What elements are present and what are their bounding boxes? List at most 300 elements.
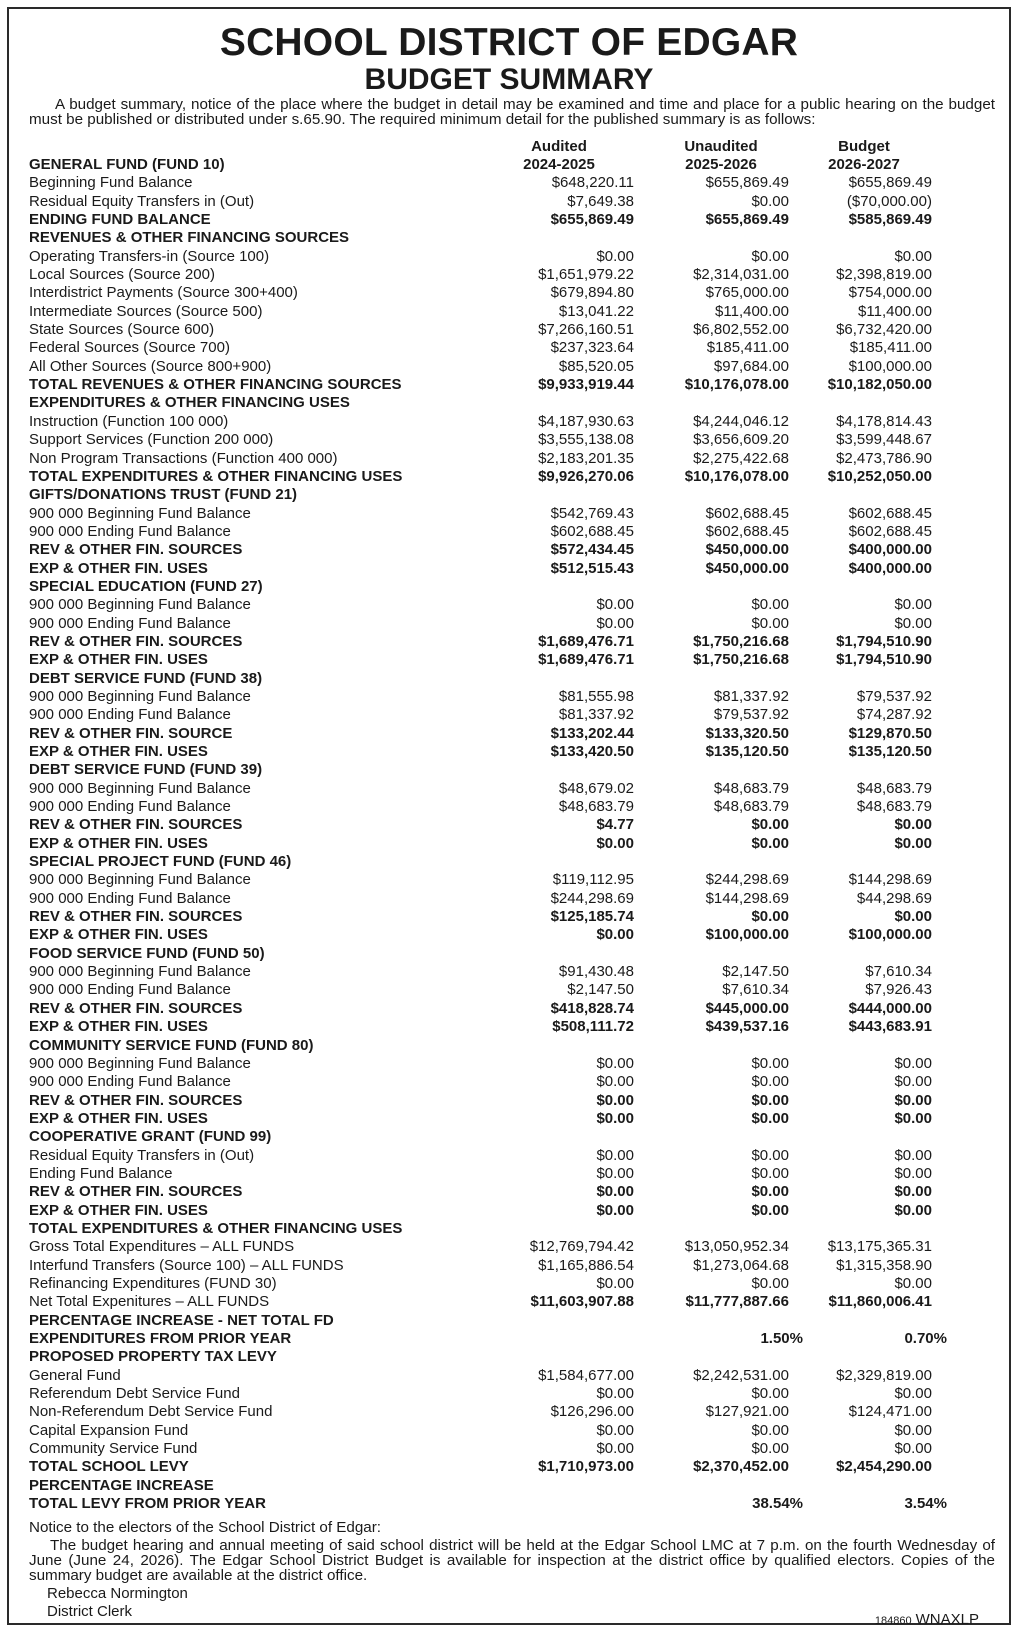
table-row [29,413,995,431]
row-label: Referendum Debt Service Fund [29,1385,240,1403]
row-label: All Other Sources (Source 800+900) [29,357,272,375]
row-value-col3: $44,298.69 [856,889,932,907]
row-value-col3: $124,471.00 [848,1403,932,1421]
row-value-col2: $11,777,887.66 [685,1293,789,1311]
row-value-col2: $1,750,216.68 [693,651,789,669]
row-value-col2: $0.00 [751,247,789,265]
row-value-col2: $48,683.79 [713,798,789,816]
row-value-col1: $237,323.64 [550,339,634,357]
section-heading-row [29,1477,995,1495]
row-label: Federal Sources (Source 700) [29,339,230,357]
row-value-col3: $74,287.92 [856,706,932,724]
row-value-col1: $4.77 [596,816,634,834]
row-value-col1: $0.00 [596,1091,634,1109]
section-heading-row [29,945,995,963]
row-value-col1: $0.00 [596,247,634,265]
row-value-col1: $655,869.49 [550,211,634,229]
row-value-col3: $0.00 [894,1109,932,1127]
section-heading-row [29,486,995,504]
row-value-col3: $1,794,510.90 [836,632,932,650]
row-label: 900 000 Ending Fund Balance [29,706,231,724]
row-value-col2: $445,000.00 [705,999,789,1017]
row-value-col2: $0.00 [751,1109,789,1127]
row-value-col1: $91,430.48 [558,963,634,981]
table-row [29,248,995,266]
row-value-col1: $9,933,919.44 [538,376,634,394]
row-value-col1: $1,710,973.00 [538,1458,634,1476]
row-value-col1: $648,220.11 [551,174,634,192]
row-label: 900 000 Beginning Fund Balance [29,596,251,614]
row-value-col1: $7,266,160.51 [538,321,634,339]
table-row [29,1385,995,1403]
row-value-col2: $0.00 [751,1073,789,1091]
table-row [29,890,995,908]
row-value-col3: $0.00 [894,908,932,926]
table-row [29,1018,995,1036]
section-heading-row [29,394,995,412]
table-row [29,193,995,211]
section-heading-row [29,1312,995,1330]
row-label: 900 000 Beginning Fund Balance [29,963,251,981]
row-value-col2: $0.00 [751,1146,789,1164]
column-header-budget: Budget 2026-2027 [828,138,900,173]
row-value-col3: $0.00 [894,1421,932,1439]
row-value-col3: $0.00 [894,1091,932,1109]
row-value-col1: $2,147.50 [567,981,634,999]
row-value-col1: $85,520.05 [558,357,634,375]
row-value-col2: $79,537.92 [713,706,789,724]
row-value-col3: $4,178,814.43 [836,412,932,430]
clerk-title: District Clerk [47,1603,132,1620]
row-value-col2: $6,802,552.00 [693,321,789,339]
row-value-col3: $0.00 [894,1274,932,1292]
row-value-col1: $542,769.43 [550,504,634,522]
row-label: 900 000 Ending Fund Balance [29,889,231,907]
row-value-col3: $13,175,365.31 [827,1238,932,1256]
section-heading-row [29,1220,995,1238]
row-value-col1: $7,649.38 [567,192,634,210]
table-row [29,926,995,944]
row-value-col3: $655,869.49 [848,174,932,192]
row-label: Refinancing Expenditures (FUND 30) [29,1274,277,1292]
section-heading-row [29,1037,995,1055]
row-label: Non Program Transactions (Function 400 000) [29,449,338,467]
row-label: Local Sources (Source 200) [29,266,215,284]
table-row [29,541,995,559]
row-value-col2: $0.00 [751,908,789,926]
row-value-col2: $602,688.45 [705,504,789,522]
table-row [29,505,995,523]
row-label: EXPENDITURES FROM PRIOR YEAR [29,1330,292,1347]
row-label: PERCENTAGE INCREASE [29,1476,214,1494]
row-label: Gross Total Expenditures – ALL FUNDS [29,1238,295,1256]
row-value-col1: $0.00 [596,1421,634,1439]
row-value-col1: $512,515.43 [550,559,634,577]
row-label: Non-Referendum Debt Service Fund [29,1403,273,1421]
row-label: EXP & OTHER FIN. USES [29,1018,208,1036]
clerk-name: Rebecca Normington [47,1585,188,1602]
row-label: State Sources (Source 600) [29,321,215,339]
row-value-col2: $450,000.00 [705,559,789,577]
table-row [29,1330,995,1348]
row-value-col2: $765,000.00 [705,284,789,302]
table-row [29,1293,995,1311]
row-value-col3: $602,688.45 [848,522,932,540]
row-value-col2: $97,684.00 [713,357,789,375]
row-value-col1: $0.00 [596,1054,634,1072]
ad-number: 184860 [874,1615,912,1627]
page-subtitle: BUDGET SUMMARY [364,63,654,96]
table-row [29,376,995,394]
table-row [29,1183,995,1201]
row-value-col2: $2,370,452.00 [693,1458,789,1476]
table-row [29,1165,995,1183]
row-value-col3: $7,926.43 [865,981,932,999]
row-label: REV & OTHER FIN. SOURCES [29,541,243,559]
section-heading-row [29,853,995,871]
row-label: ENDING FUND BALANCE [29,211,211,229]
row-value-col2: $0.00 [751,614,789,632]
row-value-col1: $0.00 [596,834,634,852]
row-label: DEBT SERVICE FUND (FUND 38) [29,669,263,687]
table-row [29,725,995,743]
table-row [29,284,995,302]
table-row [29,431,995,449]
row-value-col3: $48,683.79 [856,779,932,797]
row-label: REV & OTHER FIN. SOURCES [29,1091,243,1109]
row-label: 900 000 Beginning Fund Balance [29,871,251,889]
table-row [29,780,995,798]
row-value-col1: $1,165,886.54 [538,1256,634,1274]
section-heading-row [29,1348,995,1366]
row-label: Instruction (Function 100 000) [29,412,229,430]
row-label: REV & OTHER FIN. SOURCES [29,908,243,926]
row-value-col2: $2,147.50 [722,963,789,981]
table-row [29,1403,995,1421]
row-value-col3: $3,599,448.67 [836,431,932,449]
row-value-col1: $0.00 [596,1385,634,1403]
row-value-col3: $100,000.00 [848,926,932,944]
row-value-col1: $48,683.79 [558,798,634,816]
row-value-col2: $0.00 [751,1274,789,1292]
row-label: TOTAL EXPENDITURES & OTHER FINANCING USES [29,1219,403,1237]
row-label: EXPENDITURES & OTHER FINANCING USES [29,394,350,412]
section-heading-row [29,156,995,174]
row-label: Ending Fund Balance [29,1164,173,1182]
row-value-col3: $1,794,510.90 [836,651,932,669]
table-row [29,266,995,284]
row-value-col1: $11,603,907.88 [530,1293,634,1311]
row-value-col2: $0.00 [751,1091,789,1109]
table-row [29,615,995,633]
row-label: Capital Expansion Fund [29,1421,189,1439]
row-value-col3: $0.00 [894,1201,932,1219]
row-value-col3: 0.70% [904,1330,947,1347]
row-value-col1: $133,202.44 [550,724,634,742]
notice-section [29,1520,995,1583]
row-value-col2: $4,244,046.12 [693,412,789,430]
row-value-col1: $0.00 [596,926,634,944]
intro-paragraph: A budget summary, notice of the place where the budget in detail may be examined and time and place for a public hearing on the budget must be published or distributed under s.65.90. The required minimum detail for the published summary is as follows: [29,96,995,128]
row-value-col2: $0.00 [751,1164,789,1182]
table-row [29,1000,995,1018]
table-row [29,1055,995,1073]
row-value-col1: $0.00 [596,596,634,614]
table-row [29,963,995,981]
row-value-col3: 3.54% [904,1495,947,1513]
row-value-col3: $79,537.92 [856,687,932,705]
row-label: EXP & OTHER FIN. USES [29,926,208,944]
row-value-col1: $0.00 [596,1440,634,1458]
row-value-col2: $655,869.49 [705,211,789,229]
row-label: TOTAL EXPENDITURES & OTHER FINANCING USES [29,467,403,485]
table-row [29,816,995,834]
table-row [29,211,995,229]
row-value-col3: $144,298.69 [848,871,932,889]
row-value-col3: $11,400.00 [858,302,932,320]
section-heading-row [29,229,995,247]
row-value-col3: $2,454,290.00 [836,1458,932,1476]
row-label: Community Service Fund [29,1440,198,1458]
row-value-col3: $0.00 [894,247,932,265]
table-row [29,1238,995,1256]
row-value-col1: $12,769,794.42 [529,1238,634,1256]
row-label: REV & OTHER FIN. SOURCES [29,632,243,650]
row-value-col3: $0.00 [894,834,932,852]
row-value-col2: $0.00 [751,1201,789,1219]
table-row [29,706,995,724]
row-label: 900 000 Ending Fund Balance [29,1073,231,1091]
row-value-col1: $0.00 [596,1201,634,1219]
row-value-col1: $0.00 [596,1073,634,1091]
row-value-col1: $119,112.95 [552,871,634,889]
row-value-col2: 38.54% [752,1495,803,1513]
table-row [29,1073,995,1091]
row-value-col3: $2,398,819.00 [836,266,932,284]
row-value-col1: $1,651,979.22 [538,266,634,284]
row-value-col2: $135,120.50 [705,743,789,760]
row-value-col2: $0.00 [751,192,789,210]
table-row [29,1147,995,1165]
table-row [29,871,995,889]
row-value-col1: $602,688.45 [550,522,634,540]
table-row [29,633,995,651]
row-value-col2: $11,400.00 [715,302,789,320]
row-label: EXP & OTHER FIN. USES [29,1109,208,1127]
row-label: Operating Transfers-in (Source 100) [29,247,270,265]
row-value-col1: $0.00 [596,1274,634,1292]
row-value-col1: $418,828.74 [550,999,634,1017]
row-label: PERCENTAGE INCREASE - NET TOTAL FD [29,1311,334,1329]
row-value-col2: $2,242,531.00 [693,1366,789,1384]
row-label: EXP & OTHER FIN. USES [29,1201,208,1219]
row-value-col2: $0.00 [751,1385,789,1403]
row-label: REVENUES & OTHER FINANCING SOURCES [29,229,350,247]
row-label: DEBT SERVICE FUND (FUND 39) [29,761,263,779]
row-value-col2: $0.00 [751,1440,789,1458]
row-value-col3: $0.00 [894,1073,932,1091]
row-value-col2: $450,000.00 [705,541,789,559]
row-value-col3: $48,683.79 [856,798,932,816]
table-row [29,1367,995,1385]
row-value-col1: $679,894.80 [550,284,634,302]
row-value-col1: $9,926,270.06 [538,467,634,485]
row-value-col3: $10,252,050.00 [827,467,932,485]
row-value-col2: $133,320.50 [705,724,789,742]
row-label: GIFTS/DONATIONS TRUST (FUND 21) [29,486,298,504]
row-value-col3: $0.00 [894,1440,932,1458]
row-value-col3: $585,869.49 [848,211,932,229]
table-row [29,174,995,192]
table-row [29,321,995,339]
row-value-col2: $144,298.69 [705,889,789,907]
row-label: TOTAL REVENUES & OTHER FINANCING SOURCES [29,376,402,394]
row-label: Beginning Fund Balance [29,174,193,192]
row-value-col3: $2,329,819.00 [836,1366,932,1384]
table-row [29,743,995,761]
table-row [29,450,995,468]
row-value-col3: $135,120.50 [848,743,932,760]
row-value-col3: $10,182,050.00 [827,376,932,394]
row-value-col1: $81,555.98 [558,687,634,705]
row-value-col1: $133,420.50 [550,743,634,760]
row-value-col1: $1,584,677.00 [538,1366,634,1384]
row-value-col2: $0.00 [751,1183,789,1201]
row-label: 900 000 Beginning Fund Balance [29,779,251,797]
table-row [29,303,995,321]
row-label: GENERAL FUND (FUND 10) [29,156,225,173]
section-heading-row [29,1128,995,1146]
row-value-col1: $81,337.92 [558,706,634,724]
row-value-col2: $0.00 [751,1054,789,1072]
row-value-col1: $13,041.22 [558,302,634,320]
table-row [29,1440,995,1458]
row-value-col1: $2,183,201.35 [538,449,634,467]
row-value-col1: $0.00 [596,1109,634,1127]
row-value-col2: $439,537.16 [705,1018,789,1036]
row-label: COMMUNITY SERVICE FUND (FUND 80) [29,1036,314,1054]
row-value-col3: $444,000.00 [848,999,932,1017]
row-value-col3: $7,610.34 [865,963,932,981]
table-row [29,908,995,926]
ad-code: WNAXLP [915,1611,979,1628]
row-value-col3: $0.00 [894,596,932,614]
budget-notice [7,7,1011,1628]
table-row [29,560,995,578]
row-label: REV & OTHER FIN. SOURCES [29,1183,243,1201]
row-label: Residual Equity Transfers in (Out) [29,192,255,210]
table-row [29,981,995,999]
table-row [29,1110,995,1128]
row-value-col3: $1,315,358.90 [836,1256,932,1274]
row-value-col2: $1,750,216.68 [693,632,789,650]
row-label: Intermediate Sources (Source 500) [29,302,263,320]
budget-table [29,156,995,1513]
row-label: Net Total Expenitures – ALL FUNDS [29,1293,270,1311]
row-value-col3: $0.00 [894,1164,932,1182]
row-label: PROPOSED PROPERTY TAX LEVY [29,1348,277,1366]
table-row [29,523,995,541]
row-value-col2: 1.50% [760,1330,803,1347]
row-label: EXP & OTHER FIN. USES [29,559,208,577]
row-label: SPECIAL PROJECT FUND (FUND 46) [29,853,292,871]
row-value-col3: $129,870.50 [848,724,932,742]
row-value-col2: $81,337.92 [713,687,789,705]
row-value-col3: $443,683.91 [848,1018,932,1036]
row-value-col1: $0.00 [596,1183,634,1201]
row-value-col3: $6,732,420.00 [836,321,932,339]
row-label: COOPERATIVE GRANT (FUND 99) [29,1128,272,1146]
row-value-col2: $2,275,422.68 [693,449,789,467]
row-value-col3: $100,000.00 [848,357,932,375]
row-value-col3: $0.00 [894,614,932,632]
table-row [29,1458,995,1476]
table-row [29,835,995,853]
row-value-col1: $508,111.72 [552,1018,634,1036]
row-value-col2: $655,869.49 [705,174,789,192]
row-value-col1: $572,434.45 [550,541,634,559]
table-row [29,1202,995,1220]
row-label: Support Services (Function 200 000) [29,431,274,449]
row-label: 900 000 Ending Fund Balance [29,614,231,632]
table-row [29,596,995,614]
row-value-col1: $1,689,476.71 [538,651,634,669]
row-value-col2: $100,000.00 [705,926,789,944]
row-label: TOTAL SCHOOL LEVY [29,1458,189,1476]
table-row [29,798,995,816]
row-value-col2: $2,314,031.00 [693,266,789,284]
row-value-col3: $400,000.00 [848,541,932,559]
row-value-col3: $754,000.00 [848,284,932,302]
page-title: SCHOOL DISTRICT OF EDGAR [219,21,799,64]
row-value-col2: $1,273,064.68 [693,1256,789,1274]
row-value-col3: $602,688.45 [848,504,932,522]
row-value-col2: $13,050,952.34 [684,1238,789,1256]
row-label: SPECIAL EDUCATION (FUND 27) [29,577,263,595]
row-value-col2: $0.00 [751,816,789,834]
row-value-col2: $10,176,078.00 [684,376,789,394]
table-row [29,358,995,376]
row-value-col3: ($70,000.00) [846,192,932,210]
row-value-col2: $127,921.00 [705,1403,789,1421]
section-heading-row [29,761,995,779]
table-row [29,339,995,357]
row-value-col1: $4,187,930.63 [538,412,634,430]
row-value-col3: $11,860,006.41 [828,1293,932,1311]
row-value-col1: $0.00 [596,1164,634,1182]
row-value-col3: $0.00 [894,816,932,834]
table-row [29,1422,995,1440]
table-row [29,1495,995,1513]
row-value-col2: $3,656,609.20 [693,431,789,449]
row-value-col3: $400,000.00 [848,559,932,577]
row-value-col2: $244,298.69 [705,871,789,889]
row-label: REV & OTHER FIN. SOURCE [29,724,233,742]
row-label: 900 000 Beginning Fund Balance [29,1054,251,1072]
table-row [29,1092,995,1110]
row-value-col2: $185,411.00 [706,339,789,357]
row-label: 900 000 Beginning Fund Balance [29,687,251,705]
row-label: Residual Equity Transfers in (Out) [29,1146,255,1164]
row-value-col1: $3,555,138.08 [538,431,634,449]
row-value-col1: $48,679.02 [558,779,634,797]
row-label: REV & OTHER FIN. SOURCES [29,999,243,1017]
row-label: REV & OTHER FIN. SOURCES [29,816,243,834]
row-label: 900 000 Beginning Fund Balance [29,504,251,522]
row-value-col2: $0.00 [751,834,789,852]
row-value-col1: $125,185.74 [550,908,634,926]
table-row [29,468,995,486]
